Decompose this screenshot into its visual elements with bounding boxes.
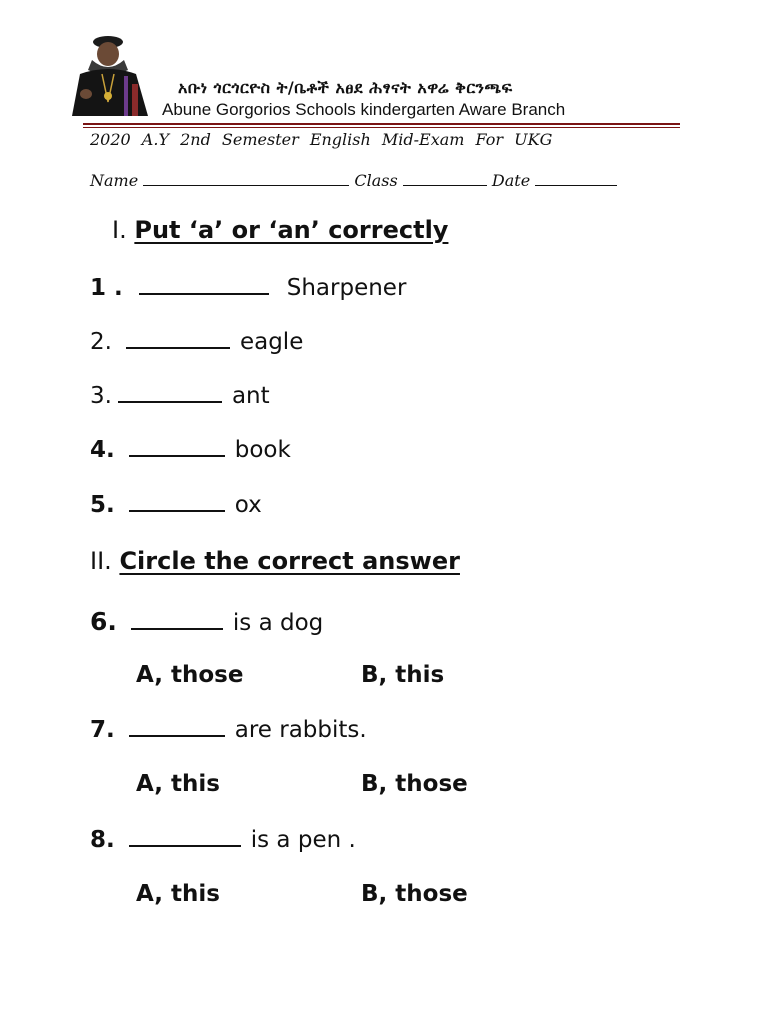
question-8-option-b: B, those bbox=[361, 881, 468, 907]
question-number: 4. bbox=[90, 437, 115, 463]
question-text: is a pen . bbox=[250, 827, 356, 853]
question-8-option-a: A, this bbox=[136, 881, 220, 907]
school-founder-photo bbox=[62, 30, 154, 116]
answer-blank bbox=[131, 627, 223, 630]
question-number: 3. bbox=[90, 383, 112, 409]
answer-blank bbox=[118, 400, 222, 403]
question-7-option-a: A, this bbox=[136, 771, 220, 797]
question-8 bbox=[90, 827, 356, 853]
name-label: Name bbox=[90, 171, 139, 190]
question-number: 1 . bbox=[90, 275, 123, 301]
question-6-option-b: B, this bbox=[361, 662, 445, 688]
answer-blank bbox=[126, 346, 230, 349]
school-name-amharic: አቡነ ጎርጎርዮስ ት/ቤቶች አፀደ ሕፃናት አዋሬ ቅርንጫፍ bbox=[178, 78, 513, 97]
question-text: is a dog bbox=[232, 610, 324, 636]
question-6-option-a: A, those bbox=[136, 662, 244, 688]
section-1-title: Put ‘a’ or ‘an’ correctly bbox=[134, 216, 449, 244]
question-word: eagle bbox=[239, 329, 304, 355]
date-blank bbox=[535, 184, 617, 186]
exam-title: 2020 A.Y 2nd Semester English Mid-Exam For UKG bbox=[90, 130, 553, 149]
section-1-heading bbox=[112, 216, 448, 244]
header-divider bbox=[83, 123, 680, 125]
section-2-heading bbox=[90, 547, 460, 575]
class-label: Class bbox=[354, 171, 398, 190]
question-number: 7. bbox=[90, 717, 115, 743]
answer-blank bbox=[129, 454, 225, 457]
answer-blank bbox=[129, 734, 225, 737]
student-info-line bbox=[90, 171, 617, 190]
question-6 bbox=[90, 607, 323, 636]
question-word: ox bbox=[234, 492, 262, 518]
question-3 bbox=[90, 383, 270, 409]
question-7-option-b: B, those bbox=[361, 771, 468, 797]
question-4 bbox=[90, 437, 291, 463]
school-name-english: Abune Gorgorios Schools kindergarten Aware Branch bbox=[162, 100, 566, 119]
section-1-number: I. bbox=[112, 216, 127, 244]
question-text: are rabbits. bbox=[234, 717, 367, 743]
question-7 bbox=[90, 717, 367, 743]
question-word: ant bbox=[231, 383, 270, 409]
question-5 bbox=[90, 492, 262, 518]
question-2 bbox=[90, 329, 303, 355]
question-number: 2. bbox=[90, 329, 112, 355]
question-number: 6. bbox=[90, 607, 117, 636]
header-divider-thin bbox=[83, 127, 680, 128]
answer-blank bbox=[139, 292, 269, 295]
question-number: 5. bbox=[90, 492, 115, 518]
answer-blank bbox=[129, 844, 241, 847]
question-word: book bbox=[234, 437, 291, 463]
question-number: 8. bbox=[90, 827, 115, 853]
date-label: Date bbox=[491, 171, 531, 190]
answer-blank bbox=[129, 509, 225, 512]
name-blank bbox=[143, 184, 349, 186]
question-1 bbox=[90, 275, 406, 301]
section-2-number: II. bbox=[90, 547, 112, 575]
class-blank bbox=[403, 184, 487, 186]
section-2-title: Circle the correct answer bbox=[119, 547, 460, 575]
question-word: Sharpener bbox=[286, 275, 407, 301]
